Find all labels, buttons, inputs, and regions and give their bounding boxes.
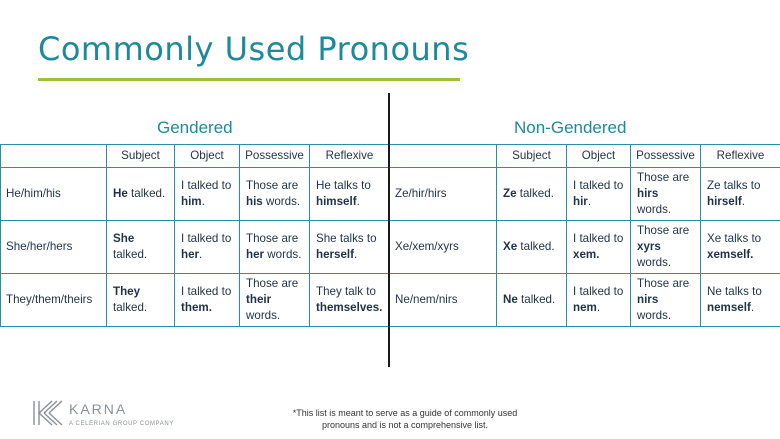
- gendered-heading: Gendered: [157, 118, 233, 137]
- column-header: Object: [175, 145, 240, 168]
- cell-text: Those are: [246, 232, 299, 245]
- page-title: Commonly Used Pronouns: [38, 30, 470, 68]
- pronoun-bold: They: [113, 285, 141, 298]
- gendered-table: [0, 144, 390, 327]
- cell-text: .: [596, 301, 601, 314]
- table-row: [1, 168, 390, 221]
- reflexive-cell: [310, 221, 390, 274]
- cell-text: Xe talks to: [707, 232, 762, 245]
- cell-text: Those are: [246, 277, 299, 290]
- pronoun-bold: xemself.: [707, 248, 754, 261]
- cell-text: Ze talks to: [707, 179, 761, 192]
- subject-cell: [497, 274, 567, 327]
- cell-text: words.: [264, 248, 302, 261]
- column-header: Reflexive: [310, 145, 390, 168]
- possessive-cell: [631, 221, 701, 274]
- nongendered-heading: Non-Gendered: [514, 118, 627, 137]
- table-row: [1, 274, 390, 327]
- pronoun-bold: them.: [181, 301, 212, 314]
- subject-cell: [107, 168, 175, 221]
- possessive-cell: [240, 221, 310, 274]
- cell-text: words.: [246, 309, 281, 322]
- subject-cell: [107, 274, 175, 327]
- cell-text: Those are: [637, 224, 690, 237]
- pronoun-bold: their: [246, 293, 272, 306]
- reflexive-cell: [701, 274, 780, 327]
- pronoun-set-label: Ne/nem/nirs: [390, 274, 497, 327]
- possessive-cell: [240, 168, 310, 221]
- pronoun-bold: He: [113, 187, 128, 200]
- cell-text: .: [750, 301, 755, 314]
- pronoun-bold: hirself: [707, 195, 742, 208]
- footnote: [235, 407, 575, 431]
- cell-text: .: [354, 248, 358, 261]
- pronoun-bold: hir: [573, 195, 588, 208]
- pronoun-set-label: They/them/theirs: [1, 274, 107, 327]
- cell-text: Those are: [246, 179, 299, 192]
- column-header: Object: [567, 145, 631, 168]
- possessive-cell: [240, 274, 310, 327]
- pronoun-bold: hirs: [637, 187, 659, 200]
- table-row: [1, 221, 390, 274]
- pronoun-bold: xyrs: [637, 240, 661, 253]
- column-header: Possessive: [240, 145, 310, 168]
- subject-cell: [497, 221, 567, 274]
- table-row: [390, 168, 780, 221]
- pronoun-set-label: He/him/his: [1, 168, 107, 221]
- table-row: [390, 221, 780, 274]
- cell-text: I talked to: [181, 232, 232, 245]
- cell-text: I talked to: [181, 285, 232, 298]
- header-cell-empty: [1, 145, 107, 168]
- reflexive-cell: [701, 221, 780, 274]
- cell-text: Those are: [637, 171, 690, 184]
- pronoun-bold: her: [181, 248, 200, 261]
- column-header: Possessive: [631, 145, 701, 168]
- pronoun-bold: Ne: [503, 293, 518, 306]
- cell-text: Those are: [637, 277, 690, 290]
- object-cell: [175, 168, 240, 221]
- possessive-cell: [631, 274, 701, 327]
- cell-text: words.: [262, 195, 301, 208]
- object-cell: [567, 221, 631, 274]
- center-divider: [388, 93, 390, 367]
- cell-text: .: [356, 195, 360, 208]
- cell-text: talked.: [113, 248, 148, 261]
- footnote-line: *This list is meant to serve as a guide of commonly used: [292, 408, 518, 418]
- header-cell-empty: [390, 145, 497, 168]
- object-cell: [175, 274, 240, 327]
- pronoun-bold: nirs: [637, 293, 659, 306]
- logo-name: KARNA: [69, 401, 128, 417]
- cell-text: I talked to: [181, 179, 232, 192]
- cell-text: .: [199, 248, 203, 261]
- cell-text: They talk to: [316, 285, 376, 298]
- object-cell: [567, 168, 631, 221]
- cell-text: Ne talks to: [707, 285, 762, 298]
- karna-logo-icon: [32, 399, 64, 427]
- cell-text: talked.: [517, 240, 555, 253]
- cell-text: I talked to: [573, 179, 624, 192]
- pronoun-bold: xem.: [573, 248, 600, 261]
- cell-text: .: [741, 195, 746, 208]
- object-cell: [175, 221, 240, 274]
- nongendered-table: [389, 144, 780, 327]
- pronoun-bold: nemself: [707, 301, 751, 314]
- object-cell: [567, 274, 631, 327]
- cell-text: She talks to: [316, 232, 377, 245]
- pronoun-set-label: Ze/hir/hirs: [390, 168, 497, 221]
- logo-tagline: A CELERIAN GROUP COMPANY: [69, 421, 174, 427]
- subject-cell: [497, 168, 567, 221]
- cell-text: words.: [637, 309, 672, 322]
- pronoun-bold: his: [246, 195, 263, 208]
- reflexive-cell: [701, 168, 780, 221]
- pronoun-bold: herself: [316, 248, 355, 261]
- pronoun-bold: himself: [316, 195, 357, 208]
- pronoun-bold: She: [113, 232, 135, 245]
- table-header-row: [390, 145, 780, 168]
- cell-text: He talks to: [316, 179, 371, 192]
- cell-text: talked.: [517, 293, 556, 306]
- column-header: Subject: [497, 145, 567, 168]
- possessive-cell: [631, 168, 701, 221]
- cell-text: words.: [637, 203, 672, 216]
- table-row: [390, 274, 780, 327]
- pronoun-bold: themselves.: [316, 301, 383, 314]
- cell-text: talked.: [516, 187, 554, 200]
- cell-text: words.: [637, 256, 672, 269]
- pronoun-bold: nem: [573, 301, 597, 314]
- reflexive-cell: [310, 168, 390, 221]
- cell-text: .: [201, 195, 205, 208]
- cell-text: I talked to: [573, 285, 624, 298]
- pronoun-bold: him: [181, 195, 202, 208]
- footnote-line: pronouns and is not a comprehensive list.: [321, 420, 489, 430]
- pronoun-bold: Xe: [503, 240, 518, 253]
- pronoun-bold: Ze: [503, 187, 517, 200]
- pronoun-set-label: Xe/xem/xyrs: [390, 221, 497, 274]
- column-header: Reflexive: [701, 145, 780, 168]
- subject-cell: [107, 221, 175, 274]
- title-underline: [38, 78, 460, 81]
- pronoun-bold: her: [246, 248, 265, 261]
- column-header: Subject: [107, 145, 175, 168]
- pronoun-set-label: She/her/hers: [1, 221, 107, 274]
- cell-text: talked.: [127, 187, 166, 200]
- cell-text: .: [587, 195, 592, 208]
- cell-text: talked.: [113, 301, 148, 314]
- reflexive-cell: [310, 274, 390, 327]
- table-header-row: [1, 145, 390, 168]
- cell-text: I talked to: [573, 232, 624, 245]
